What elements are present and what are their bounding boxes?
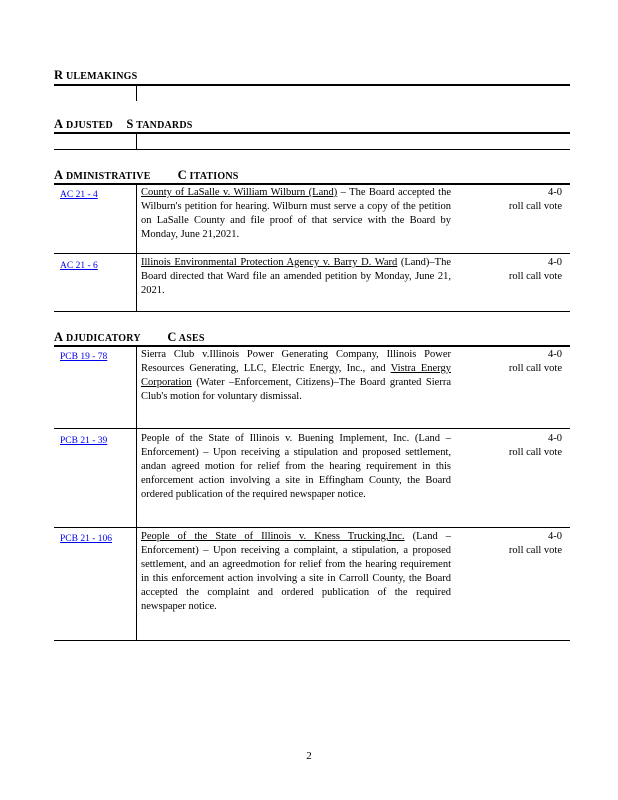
case-vote: 4-0 roll call vote	[508, 531, 562, 556]
case-description: County of LaSalle v. William Wilburn (Land) – The Board accepted the Wilburn's petition for hearing. Wilburn must serve a copy of the petition on LaSalle County and file proof of that service with the Board by Monday, June 21,2021.	[141, 187, 451, 240]
case-vote: 4-0 roll call vote	[508, 433, 562, 458]
case-number-link[interactable]: PCB 21 - 106	[60, 534, 112, 544]
case-vote: 4-0 roll call vote	[508, 187, 562, 212]
row-rule	[54, 253, 570, 254]
case-description: Sierra Club v.Illinois Power Generating Company, Illinois Power Resources Generating, LLC, Electric Energy, Inc., and Vistra Energy Corporation (Water –Enforcement, Citizens)–The Board granted Sierra Club's motion for voluntary dismissal.	[141, 349, 451, 402]
column-divider	[136, 185, 137, 311]
case-description: Illinois Environmental Protection Agency v. Barry D. Ward (Land)–The Board directed that Ward file an amended petition by Monday, June 21, 2021.	[141, 257, 451, 296]
section-rule	[54, 84, 570, 86]
row-rule	[54, 311, 570, 312]
section-rule	[54, 132, 570, 134]
column-divider	[136, 347, 137, 641]
case-description: People of the State of Illinois v. Buening Implement, Inc. (Land –Enforcement) – Upon receiving a stipulation and proposed settlement, andan agreed motion for relief from the hearing requirement in this enforcement action involving a site in Effingham County, the Board ordered publication of the required newspaper notice.	[141, 433, 451, 500]
row-rule	[54, 149, 570, 150]
case-description: People of the State of Illinois v. Kness Trucking,Inc. (Land –Enforcement) – Upon receiving a complaint, a stipulation, a proposed settlement, and an agreedmotion for relief from the hearing requirement in this enforcement action involving a site in Carroll County, the Board accepted the complaint and ordered publication of the required newspaper notice.	[141, 531, 451, 612]
section-heading-adjusted-standards: A DJUSTED S TANDARDS	[54, 117, 193, 131]
row-rule	[54, 428, 570, 429]
case-number-link[interactable]: PCB 19 - 78	[60, 352, 108, 362]
section-heading-rulemakings: R ULEMAKINGS	[54, 68, 138, 82]
page-number: 2	[306, 750, 312, 762]
section-heading-administrative-citations: A DMINISTRATIVE C ITATIONS	[54, 168, 239, 182]
case-number-link[interactable]: AC 21 - 4	[60, 190, 98, 200]
column-divider	[136, 134, 137, 149]
case-vote: 4-0 roll call vote	[508, 349, 562, 374]
case-vote: 4-0 roll call vote	[508, 257, 562, 282]
section-heading-adjudicatory-cases: A DJUDICATORY C ASES	[54, 330, 205, 344]
column-divider	[136, 86, 137, 101]
row-rule	[54, 640, 570, 641]
row-rule	[54, 527, 570, 528]
section-rule	[54, 183, 570, 185]
section-rule	[54, 345, 570, 347]
case-number-link[interactable]: PCB 21 - 39	[60, 436, 108, 446]
case-number-link[interactable]: AC 21 - 6	[60, 261, 98, 271]
